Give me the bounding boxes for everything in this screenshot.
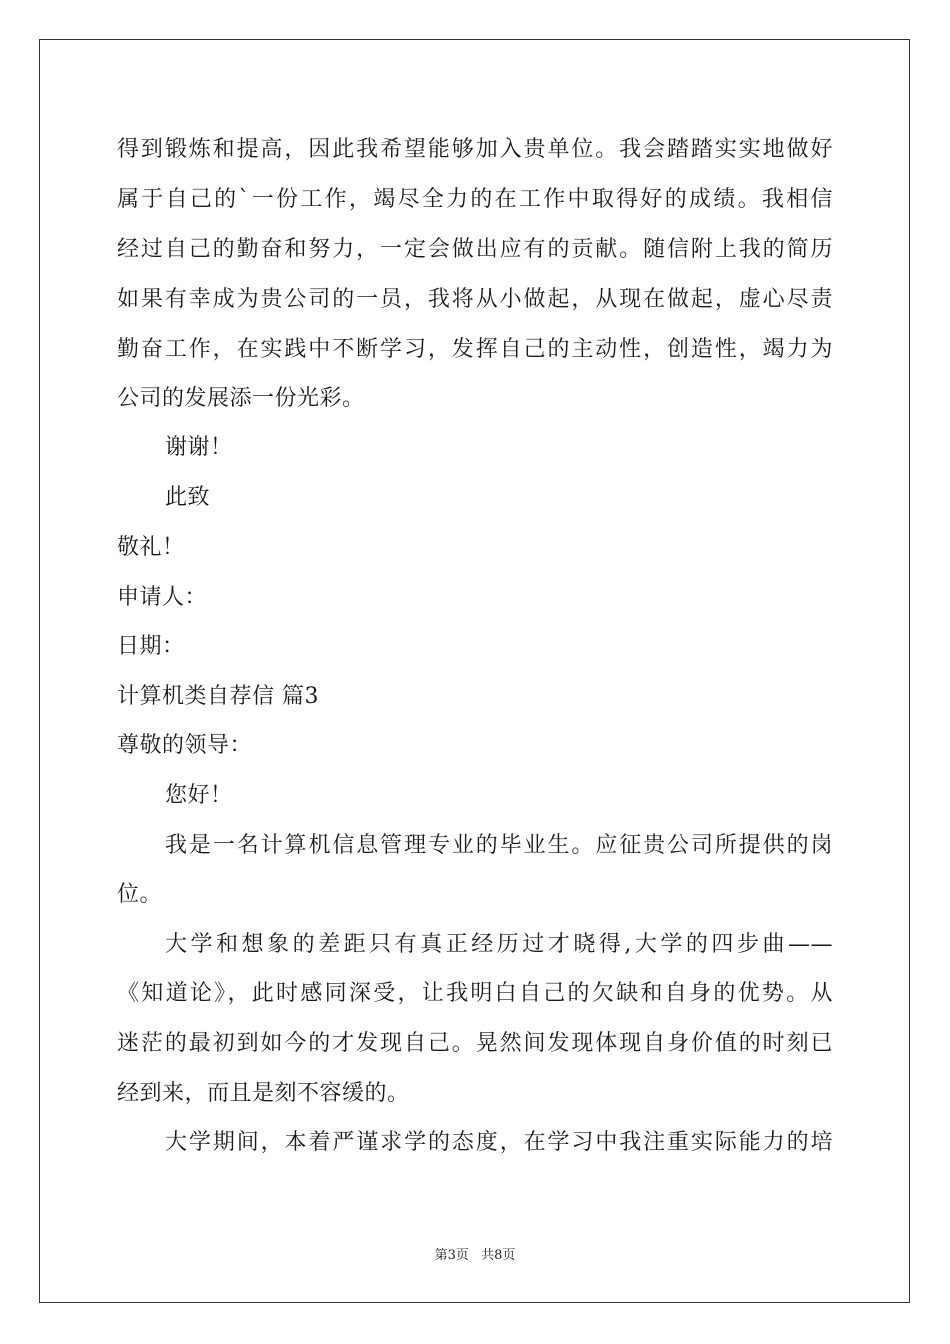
body-line: 经过自己的勤奋和努力，一定会做出应有的贡献。随信附上我的简历 (117, 237, 833, 262)
thanks-line: 谢谢！ (165, 435, 233, 460)
body-line: 《知道论》，此时感同深受，让我明白自己的欠缺和自身的优势。从 (117, 981, 833, 1006)
body-line: 勤奋工作，在实践中不断学习，发挥自己的主动性，创造性，竭力为 (117, 337, 833, 362)
date-label: 日期： (117, 634, 185, 659)
body-line: 位。 (117, 882, 163, 907)
section-title: 计算机类自荐信 篇3 (117, 684, 319, 709)
salute-line: 敬礼！ (117, 535, 185, 560)
body-line: 迷茫的最初到如今的才发现自己。晃然间发现体现自身价值的时刻已 (117, 1031, 833, 1056)
body-line: 经到来，而且是刻不容缓的。 (117, 1081, 410, 1106)
hello-line: 您好！ (165, 783, 233, 808)
body-line: 得到锻炼和提高，因此我希望能够加入贵单位。我会踏踏实实地做好 (117, 137, 833, 162)
body-line: 大学期间，本着严谨求学的态度，在学习中我注重实际能力的培 (165, 1130, 833, 1155)
greeting-line: 尊敬的领导： (117, 733, 253, 758)
body-line: 大学和想象的差距只有真正经历过才晓得,大学的四步曲—— (165, 932, 833, 957)
closing-line: 此致 (165, 485, 211, 510)
body-line: 属于自己的`一份工作，竭尽全力的在工作中取得好的成绩。我相信 (117, 187, 833, 212)
page-number: 第3页 (434, 1248, 469, 1263)
page-footer (0, 1247, 950, 1265)
body-line: 我是一名计算机信息管理专业的毕业生。应征贵公司所提供的岗 (165, 833, 833, 858)
body-line: 公司的发展添一份光彩。 (117, 386, 365, 411)
page-total: 共8页 (481, 1248, 516, 1263)
body-line: 如果有幸成为贵公司的一员，我将从小做起，从现在做起，虚心尽责 (117, 287, 833, 312)
applicant-label: 申请人： (117, 585, 208, 610)
page-border (39, 39, 910, 1303)
